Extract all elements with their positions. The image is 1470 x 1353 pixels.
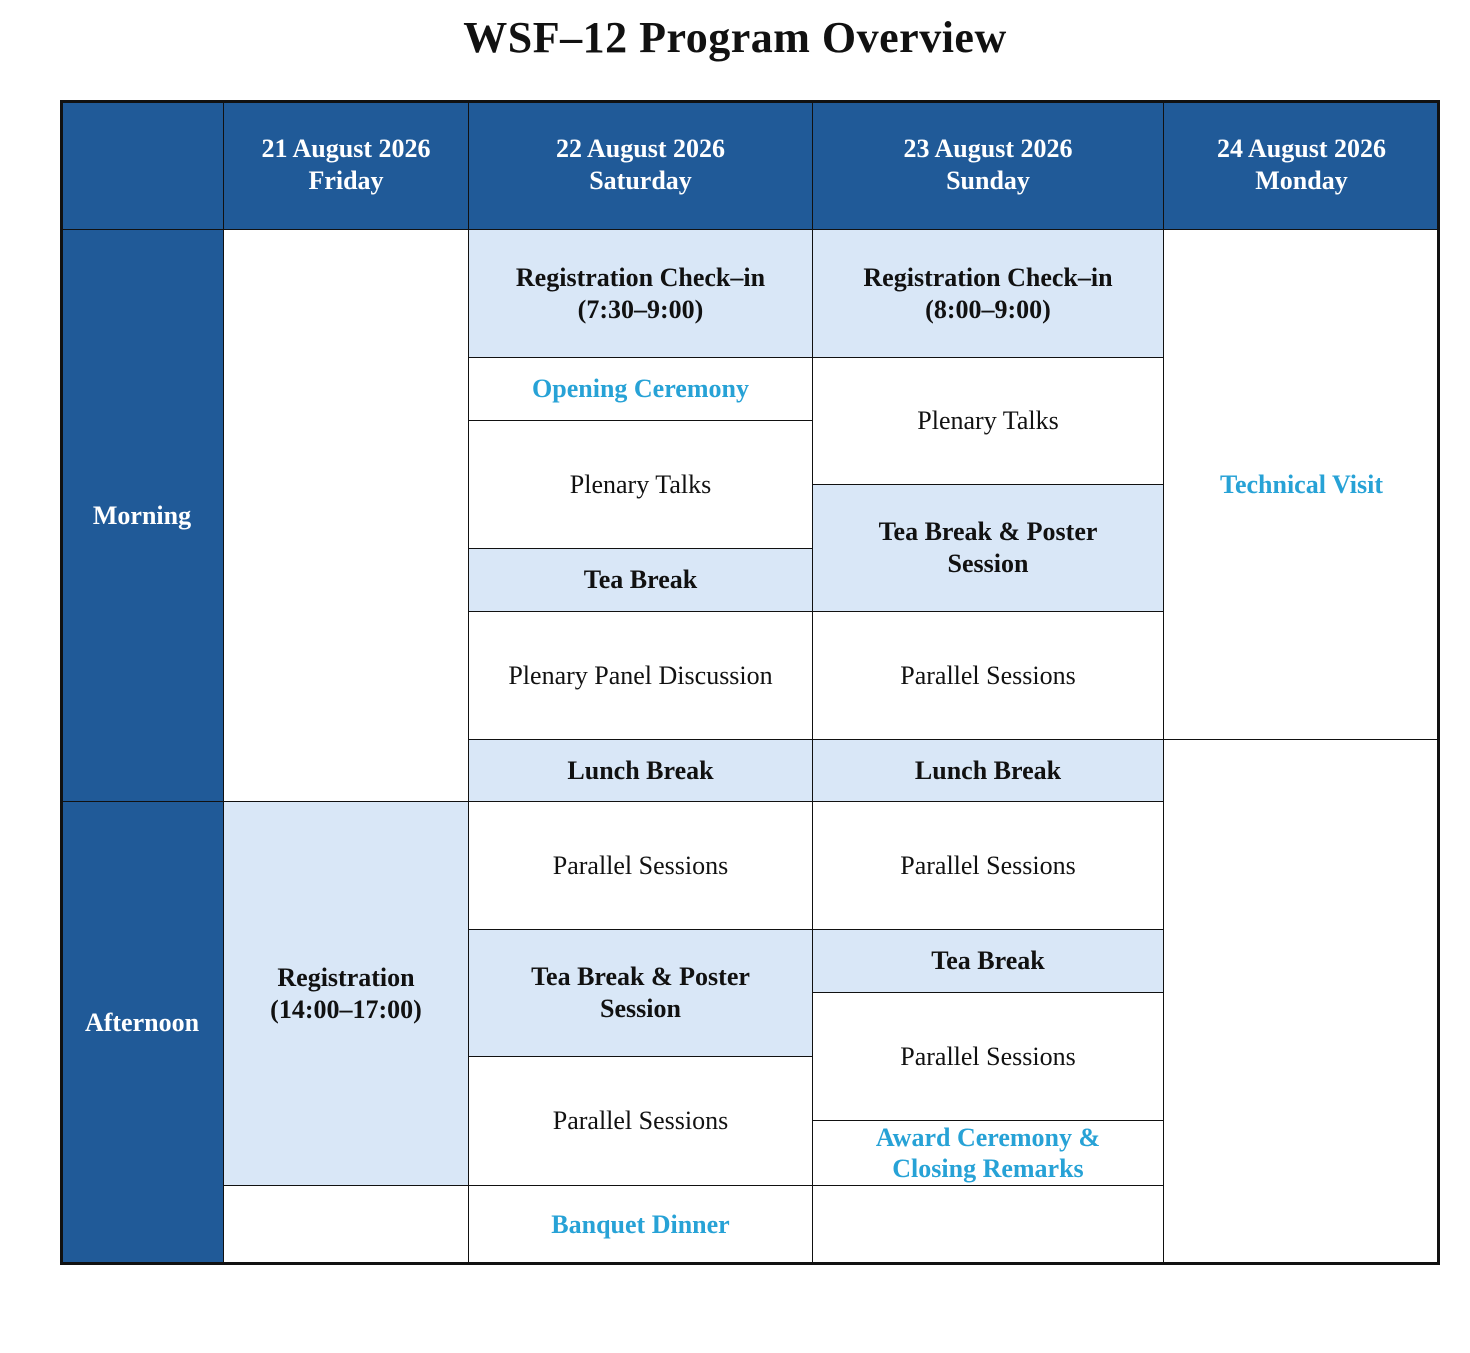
- cell-title: Plenary Talks: [569, 469, 712, 499]
- cell-title: Banquet Dinner: [551, 1210, 730, 1239]
- saturday-parallel-sessions-2: [468, 1056, 813, 1186]
- cell-title-line2: Session: [600, 994, 681, 1023]
- monday-afternoon-empty: [1163, 739, 1440, 1265]
- cell-title: Parallel Sessions: [552, 850, 729, 880]
- header-day: Sunday: [946, 166, 1030, 195]
- cell-title: Parallel Sessions: [900, 1041, 1076, 1071]
- cell-title: Registration Check–in: [515, 262, 766, 292]
- row-label-afternoon: [60, 801, 224, 1265]
- saturday-opening-ceremony: [468, 357, 813, 421]
- sunday-lunch-break: [812, 739, 1164, 802]
- page-title: WSF–12 Program Overview: [463, 13, 1007, 62]
- saturday-parallel-sessions-1: [468, 801, 813, 930]
- cell-title: Plenary Panel Discussion: [508, 660, 773, 690]
- cell-title: Lunch Break: [567, 755, 714, 785]
- header-sunday: [812, 100, 1164, 230]
- header-saturday: [468, 100, 813, 230]
- friday-morning-empty: [223, 229, 469, 802]
- header-corner: [60, 100, 224, 230]
- cell-title: Registration Check–in: [863, 262, 1113, 292]
- sunday-checkin: [812, 229, 1164, 358]
- sunday-award-ceremony: [812, 1120, 1164, 1186]
- monday-technical-visit: [1163, 229, 1440, 740]
- cell-time: (8:00–9:00): [925, 294, 1051, 324]
- sunday-plenary-talks: [812, 357, 1164, 485]
- header-day: Monday: [1255, 166, 1348, 195]
- sunday-parallel-sessions-1: [812, 611, 1164, 740]
- saturday-tea-break: [468, 548, 813, 612]
- friday-registration: [223, 801, 469, 1186]
- sunday-evening-empty: [812, 1185, 1164, 1265]
- saturday-banquet-dinner: [468, 1185, 813, 1265]
- sunday-tea-break: [812, 929, 1164, 993]
- cell-title: Parallel Sessions: [900, 850, 1076, 880]
- program-table: [60, 100, 1440, 1265]
- cell-time: (14:00–17:00): [270, 994, 422, 1024]
- cell-title: Tea Break: [583, 565, 698, 594]
- cell-title: Tea Break & Poster: [878, 517, 1098, 546]
- sunday-parallel-sessions-3: [812, 992, 1164, 1121]
- cell-title: Tea Break: [931, 946, 1045, 975]
- header-date: 24 August 2026: [1216, 134, 1387, 163]
- saturday-checkin: [468, 229, 813, 358]
- cell-title-line2: Closing Remarks: [892, 1154, 1084, 1183]
- cell-title: Plenary Talks: [917, 406, 1059, 435]
- cell-title: Award Ceremony &: [875, 1123, 1101, 1152]
- header-day: Saturday: [589, 166, 692, 195]
- header-monday: [1163, 100, 1440, 230]
- cell-title: Lunch Break: [914, 755, 1062, 785]
- cell-title: Technical Visit: [1219, 469, 1383, 499]
- cell-title: Opening Ceremony: [532, 374, 749, 403]
- header-friday: [223, 100, 469, 230]
- friday-evening-empty: [223, 1185, 469, 1265]
- cell-title: Parallel Sessions: [552, 1106, 729, 1135]
- cell-title: Parallel Sessions: [900, 660, 1076, 690]
- saturday-lunch-break: [468, 739, 813, 802]
- cell-title: Tea Break & Poster: [531, 962, 750, 991]
- saturday-plenary-talks: [468, 420, 813, 549]
- sunday-parallel-sessions-2: [812, 801, 1164, 930]
- sunday-tea-poster: [812, 484, 1164, 612]
- cell-title-line2: Session: [947, 549, 1029, 578]
- saturday-panel-discussion: [468, 611, 813, 740]
- cell-title: Registration: [277, 962, 415, 992]
- header-date: 23 August 2026: [903, 134, 1073, 163]
- row-label-text: Morning: [92, 500, 192, 530]
- header-day: Friday: [308, 166, 384, 195]
- header-date: 21 August 2026: [261, 134, 431, 163]
- saturday-tea-poster: [468, 929, 813, 1057]
- cell-time: (7:30–9:00): [577, 294, 704, 324]
- header-date: 22 August 2026: [555, 134, 726, 163]
- row-label-text: Afternoon: [84, 1008, 200, 1037]
- row-label-morning: [60, 229, 224, 802]
